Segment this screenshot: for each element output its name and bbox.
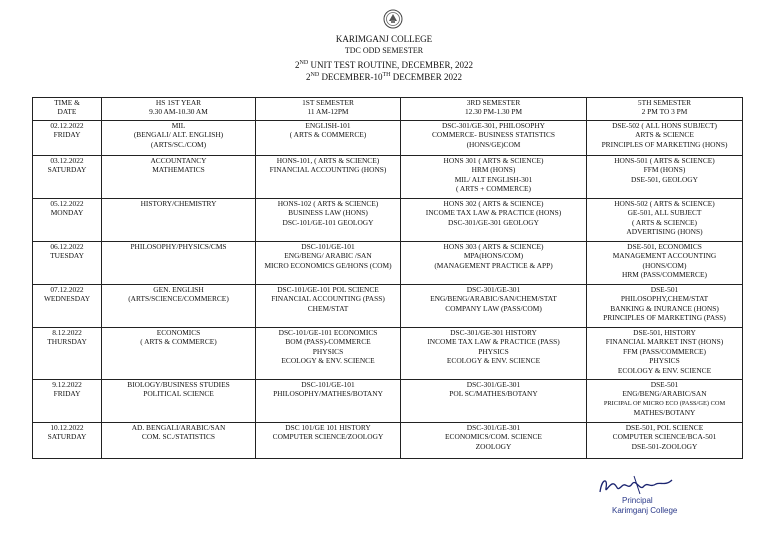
first-semester-cell [256, 328, 401, 380]
fifth-semester-cell [587, 285, 743, 328]
cell-line: TIME & [54, 98, 80, 107]
cell-line: 03.12.2022 [50, 156, 84, 165]
third-semester-cell [401, 380, 587, 423]
cell-line: MIL [171, 121, 186, 130]
cell-line: BUSINESS LAW (HONS) [288, 208, 368, 218]
cell-line: MIL/ ALT ENGLISH-301 [454, 174, 533, 184]
fifth-semester-cell [587, 156, 743, 199]
cell-line: HONS 302 ( ARTS & SCIENCE) [443, 199, 544, 208]
cell-line: HONS-501 ( ARTS & SCIENCE) [614, 156, 715, 165]
header-row [33, 98, 743, 121]
first-semester-cell [256, 423, 401, 459]
hs-first-year-cell [102, 423, 256, 459]
cell-line: ( ARTS & SCIENCE) [631, 217, 698, 227]
cell-line: TUESDAY [50, 251, 84, 261]
cell-line: ( ARTS + COMMERCE) [456, 184, 531, 194]
cell-line: FINANCIAL ACCOUNTING (HONS) [269, 165, 387, 175]
cell-line: ENG/BENG/ ARABIC /SAN [284, 251, 372, 261]
college-emblem-logo [383, 8, 403, 30]
cell-line: (HONS/COM) [642, 260, 687, 270]
cell-line: 12.30 PM-1.30 PM [464, 107, 523, 117]
cell-line: HRM (PASS/COMMERCE) [622, 270, 707, 280]
cell-line: DSE-501, POL SCIENCE [625, 423, 704, 432]
cell-line: COM. SC./STATISTICS [141, 432, 216, 442]
cell-line: ECOLOGY & ENV. SCIENCE [281, 356, 375, 366]
cell-line: FINANCIAL MARKET INST (HONS) [605, 337, 724, 347]
cell-line: ECOLOGY & ENV. SCIENCE [617, 365, 712, 375]
column-header [256, 98, 401, 121]
cell-line: DSE-501, GEOLOGY [631, 174, 698, 184]
cell-line: THURSDAY [47, 337, 87, 347]
fifth-semester-cell [587, 328, 743, 380]
cell-line: 3RD SEMESTER [466, 98, 521, 107]
cell-line: MATHEMATICS [152, 165, 205, 175]
first-semester-cell [256, 121, 401, 156]
cell-line: HRM (HONS) [471, 165, 516, 175]
table-row [33, 156, 743, 199]
cell-line: MONDAY [50, 208, 84, 218]
column-header [401, 98, 587, 121]
cell-line: DSC-101/GE-101 [301, 380, 355, 389]
cell-line: GE-501, ALL SUBJECT [627, 208, 702, 218]
cell-line: DSC-301/GE-301 HISTORY [450, 328, 537, 337]
column-header [587, 98, 743, 121]
first-semester-cell [256, 285, 401, 328]
table-row [33, 423, 743, 459]
fifth-semester-cell [587, 242, 743, 285]
table-row [33, 199, 743, 242]
cell-line: DSC-101/GE-101 [301, 242, 355, 251]
cell-line: PHYSICS [312, 346, 344, 356]
cell-line: DATE [57, 107, 77, 117]
cell-line: 05.12.2022 [50, 199, 84, 208]
fifth-semester-cell [587, 199, 743, 242]
college-name: KARIMGANJ COLLEGE [335, 34, 433, 44]
cell-line: 8.12.2022 [52, 328, 82, 337]
cell-line: ( ARTS & COMMERCE) [289, 130, 367, 140]
cell-line: POL SC/MATHES/BOTANY [449, 389, 538, 399]
cell-line: PHILOSOPHY/PHYSICS/CMS [130, 242, 227, 251]
column-header [33, 98, 102, 121]
table-row [33, 328, 743, 380]
cell-line: DSC-301/GE-301 [466, 380, 521, 389]
table-row [33, 242, 743, 285]
cell-line: AD. BENGALI/ARABIC/SAN [131, 423, 226, 432]
cell-line: HONS 301 ( ARTS & SCIENCE) [443, 156, 544, 165]
cell-line: (ARTS/SCIENCE/COMMERCE) [128, 294, 229, 304]
cell-line: HONS-102 ( ARTS & SCIENCE) [277, 199, 379, 208]
cell-line: COMPANY LAW (PASS/COM) [445, 303, 542, 313]
first-semester-cell [256, 242, 401, 285]
cell-line: 5TH SEMESTER [637, 98, 692, 107]
cell-line: PHYSICS [649, 356, 680, 366]
cell-line: 06.12.2022 [50, 242, 84, 251]
cell-line: WEDNESDAY [43, 294, 91, 304]
hs-first-year-cell [102, 121, 256, 156]
cell-line: CHEM/STAT [307, 303, 349, 313]
cell-line: HISTORY/CHEMISTRY [140, 199, 217, 208]
cell-line: FINANCIAL ACCOUNTING (PASS) [271, 294, 385, 304]
cell-line: INCOME TAX LAW & PRACTICE (HONS) [425, 208, 562, 218]
cell-line: FFM (HONS) [643, 165, 686, 175]
first-semester-cell [256, 380, 401, 423]
cell-line: DSE-501 [650, 380, 679, 389]
cell-line: (ARTS/SC./COM) [150, 139, 207, 149]
signature-org: Karimganj College [612, 506, 678, 515]
cell-line: ADVERTISING (HONS) [626, 227, 703, 237]
cell-line: COMPUTER SCIENCE/ZOOLOGY [272, 432, 384, 442]
cell-line: HONS-101, ( ARTS & SCIENCE) [276, 156, 380, 165]
cell-line: POLITICAL SCIENCE [143, 389, 214, 399]
cell-line: DSC 101/GE 101 HISTORY [285, 423, 371, 432]
date-range: 2ND DECEMBER-10TH DECEMBER 2022 [306, 72, 462, 82]
third-semester-cell [401, 423, 587, 459]
cell-line: PHILOSOPHY,CHEM/STAT [620, 294, 709, 304]
cell-line: SATURDAY [47, 165, 87, 175]
cell-line: DSE-502 ( ALL HONS SUBJECT) [612, 121, 717, 130]
cell-line: 02.12.2022 [50, 121, 84, 130]
signature-scribble [596, 474, 676, 498]
cell-line: HONS-502 ( ARTS & SCIENCE) [614, 199, 715, 208]
third-semester-cell [401, 199, 587, 242]
cell-line: BANKING & INURANCE (HONS) [610, 303, 719, 313]
third-semester-cell [401, 156, 587, 199]
signature-title: Principal [622, 496, 653, 505]
cell-line: (HONS/GE)COM [466, 139, 521, 149]
first-semester-cell [256, 199, 401, 242]
hs-first-year-cell [102, 380, 256, 423]
third-semester-cell [401, 242, 587, 285]
cell-line: (BENGALI/ ALT. ENGLISH) [133, 130, 224, 140]
cell-line: PRICIPAL OF MICRO ECO (PASS/GE) COM [603, 399, 726, 407]
third-semester-cell [401, 328, 587, 380]
hs-first-year-cell [102, 328, 256, 380]
hs-first-year-cell [102, 242, 256, 285]
cell-line: BIOLOGY/BUSINESS STUDIES [127, 380, 230, 389]
cell-line: COMMERCE- BUSINESS STATISTICS [431, 130, 555, 140]
cell-line: ECONOMICS/COM. SCIENCE [445, 432, 542, 442]
cell-line: DSC-301/GE-301 GEOLOGY [448, 217, 539, 227]
hs-first-year-cell [102, 156, 256, 199]
cell-line: ( ARTS & COMMERCE) [140, 337, 217, 347]
cell-line: DSC-101/GE-101 ECONOMICS [278, 328, 378, 337]
cell-line: ECOLOGY & ENV. SCIENCE [446, 356, 541, 366]
cell-line: PRINCIPLES OF MARKETING (HONS) [601, 139, 728, 149]
cell-line: ENG/BENG/ARABIC/SAN/CHEM/STAT [430, 294, 557, 304]
cell-line: 07.12.2022 [50, 285, 84, 294]
hs-first-year-cell [102, 199, 256, 242]
cell-line: COMPUTER SCIENCE/BCA-501 [612, 432, 717, 442]
fifth-semester-cell [587, 380, 743, 423]
cell-line: DSC-301/GE-301 [466, 285, 521, 294]
table-row [33, 380, 743, 423]
date-cell [33, 328, 102, 380]
date-cell [33, 199, 102, 242]
cell-line: HS 1ST YEAR [155, 98, 202, 107]
cell-line: FRIDAY [53, 130, 81, 140]
date-cell [33, 156, 102, 199]
cell-line: ACCOUNTANCY [150, 156, 207, 165]
cell-line: 9.12.2022 [52, 380, 82, 389]
date-cell [33, 380, 102, 423]
routine-table [32, 97, 743, 459]
cell-line: 11 AM-12PM [307, 107, 349, 117]
principal-signature [590, 470, 700, 530]
cell-line: ZOOLOGY [475, 441, 512, 451]
cell-line: MPA(HONS/COM) [463, 251, 524, 261]
fifth-semester-cell [587, 423, 743, 459]
date-cell [33, 423, 102, 459]
date-cell [33, 285, 102, 328]
cell-line: DSE-501, ECONOMICS [627, 242, 702, 251]
cell-line: FRIDAY [53, 389, 81, 399]
cell-line: ARTS & SCIENCE [635, 130, 694, 140]
third-semester-cell [401, 121, 587, 156]
cell-line: MATHES/BOTANY [633, 408, 696, 418]
cell-line: 1ST SEMESTER [302, 98, 354, 107]
cell-line: DSC-301/GE-301, PHILOSOPHY [441, 121, 546, 130]
table-row [33, 285, 743, 328]
cell-line: ENG/BENG/ARABIC/SAN [622, 389, 707, 399]
third-semester-cell [401, 285, 587, 328]
cell-line: BOM (PASS)-COMMERCE [285, 337, 371, 347]
cell-line: (MANAGEMENT PRACTICE & APP) [434, 260, 553, 270]
date-cell [33, 121, 102, 156]
routine-title: 2ND UNIT TEST ROUTINE, DECEMBER, 2022 [295, 60, 473, 70]
cell-line: SATURDAY [47, 432, 87, 442]
table-row [33, 121, 743, 156]
cell-line: 9.30 AM-10.30 AM [149, 107, 208, 117]
cell-line: DSC-101/GE-101 GEOLOGY [282, 217, 374, 227]
cell-line: DSE-501 [650, 285, 679, 294]
cell-line: DSE-501-ZOOLOGY [631, 441, 698, 451]
first-semester-cell [256, 156, 401, 199]
cell-line: DSE-501, HISTORY [633, 328, 696, 337]
cell-line: INCOME TAX LAW & PRACTICE (PASS) [427, 337, 560, 347]
cell-line: PHILOSOPHY/MATHES/BOTANY [273, 389, 383, 399]
cell-line: 2 PM TO 3 PM [641, 107, 688, 117]
fifth-semester-cell [587, 121, 743, 156]
semester-title: TDC ODD SEMESTER [344, 46, 424, 55]
cell-line: HONS 303 ( ARTS & SCIENCE) [443, 242, 544, 251]
cell-line: DSC-101/GE-101 POL SCIENCE [277, 285, 379, 294]
hs-first-year-cell [102, 285, 256, 328]
cell-line: PHYSICS [478, 346, 509, 356]
cell-line: MANAGEMENT ACCOUNTING [612, 251, 717, 261]
cell-line: FFM (PASS/COMMERCE) [623, 346, 706, 356]
column-header [102, 98, 256, 121]
cell-line: 10.12.2022 [50, 423, 84, 432]
cell-line: PRINCIPLES OF MARKETING (PASS) [603, 313, 726, 323]
date-cell [33, 242, 102, 285]
cell-line: GEN. ENGLISH [153, 285, 204, 294]
cell-line: ECONOMICS [156, 328, 201, 337]
cell-line: ENGLISH-101 [305, 121, 351, 130]
cell-line: DSC-301/GE-301 [466, 423, 521, 432]
cell-line: MICRO ECONOMICS GE/HONS (COM) [264, 260, 392, 270]
